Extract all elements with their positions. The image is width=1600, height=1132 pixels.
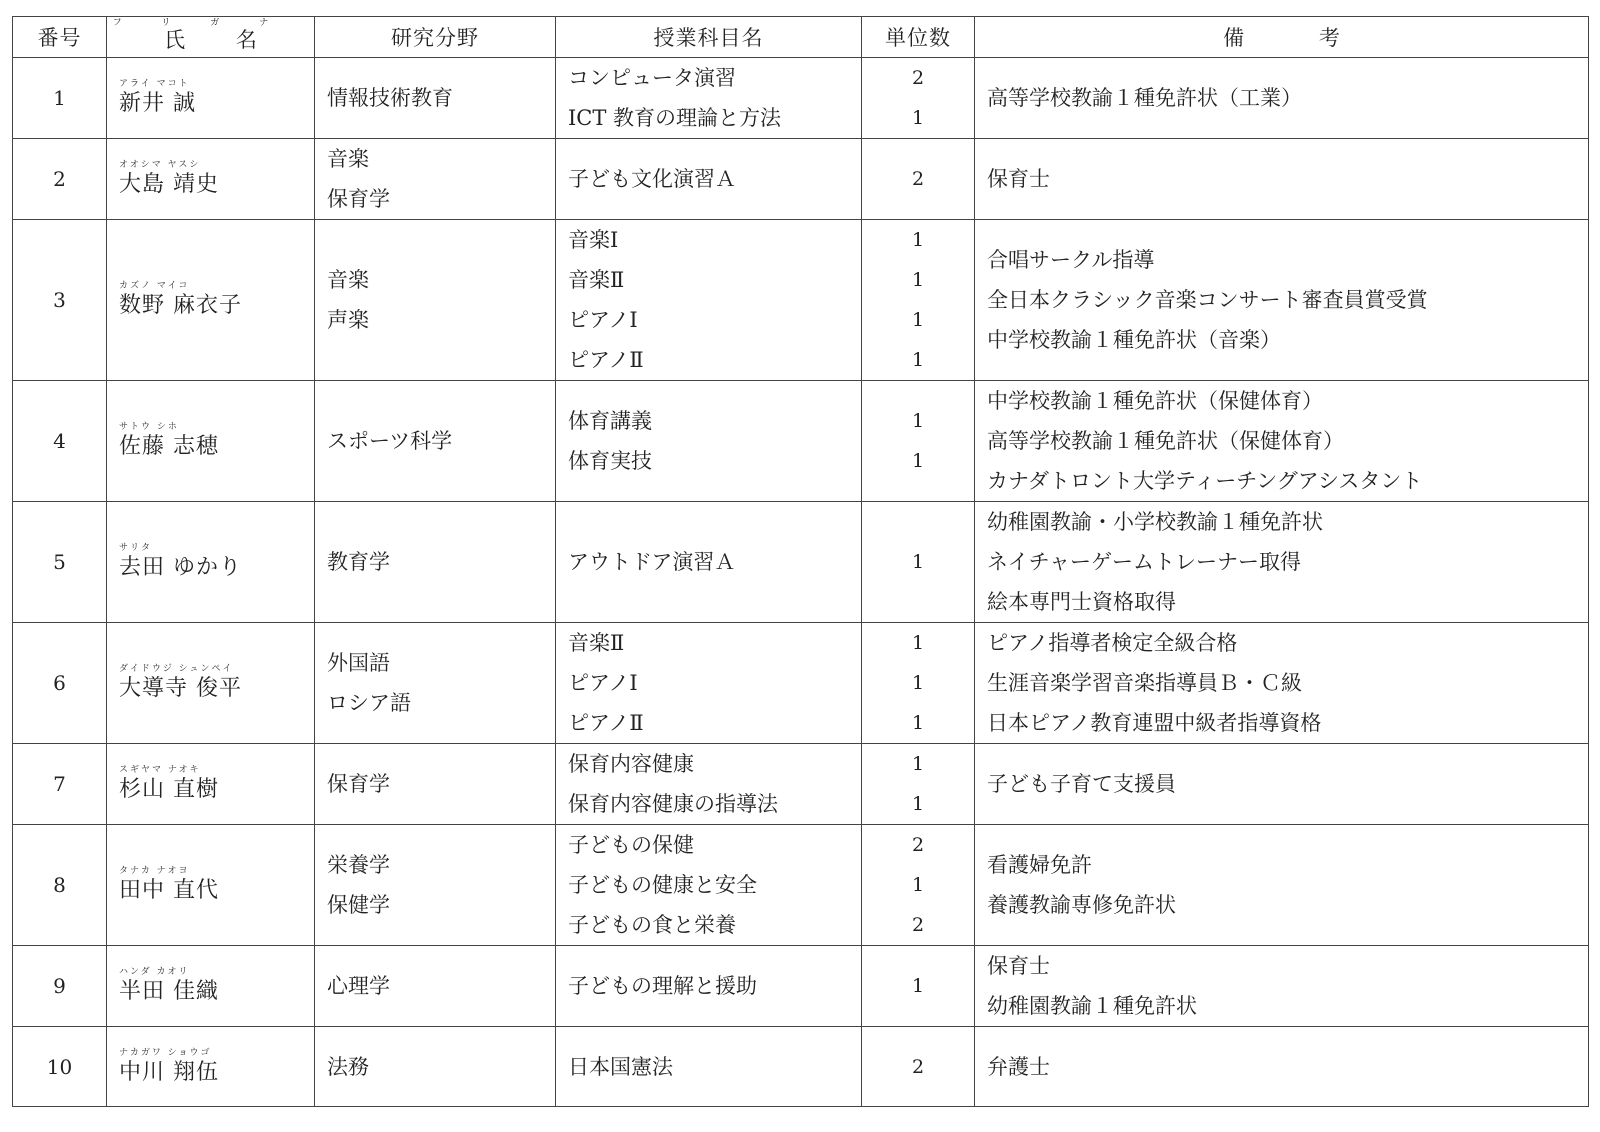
row-remarks-line: 弁護士 (987, 1054, 1050, 1079)
header-course: 授業科目名 (556, 17, 862, 58)
row-course-line: 子どもの食と栄養 (568, 913, 736, 937)
name-furigana: スギヤマ ナオキ (119, 765, 201, 775)
row-remarks-stack (987, 845, 1588, 925)
row-course-line: コンピュータ演習 (568, 66, 736, 90)
name-furigana: アライ マコト (119, 79, 190, 89)
row-remarks (975, 1027, 1589, 1107)
name-furigana: ナカガワ ショウゴ (119, 1047, 212, 1058)
row-remarks-stack (987, 502, 1588, 622)
row-course-stack (568, 1047, 861, 1087)
header-row (13, 17, 1589, 58)
name-furigana: オオシマ ヤスシ (119, 160, 201, 170)
row-remarks-line: 日本ピアノ教育連盟中級者指導資格 (987, 711, 1322, 735)
row-number: 7 (13, 744, 107, 825)
row-remarks (975, 946, 1589, 1027)
row-field-line: 音楽 (327, 147, 369, 171)
row-units (862, 220, 975, 381)
row-units-line: 2 (911, 834, 925, 856)
name-kanji: 佐藤 志穂 (119, 434, 219, 459)
table-row (13, 623, 1589, 744)
row-course-line: ICT 教育の理論と方法 (568, 106, 782, 130)
row-field-line: 外国語 (327, 651, 390, 675)
row-units-line: 1 (911, 632, 925, 654)
row-units-line: 1 (911, 975, 925, 997)
row-units-line: 2 (911, 67, 925, 89)
name-furigana: カズノ マイコ (119, 281, 190, 291)
row-remarks-line: 全日本クラシック音楽コンサート審査員賞受賞 (987, 288, 1428, 312)
row-units-line: 1 (911, 410, 925, 432)
name-kanji: 去田 ゆかり (119, 555, 242, 580)
row-remarks-line: 中学校教諭１種免許状（保健体育） (987, 389, 1323, 413)
row-remarks (975, 744, 1589, 825)
name-kanji: 半田 佳織 (119, 979, 219, 1004)
row-course-stack (568, 825, 861, 945)
row-units-line: 2 (911, 914, 925, 936)
header-name-furigana: フリガナ (112, 18, 309, 28)
row-number: 4 (13, 381, 107, 502)
row-course-line: ピアノⅠ (568, 308, 638, 332)
name-kanji: 大導寺 俊平 (119, 676, 242, 701)
row-number: 2 (13, 139, 107, 220)
row-units-line: 1 (911, 107, 925, 129)
row-course-line: アウトドア演習Ａ (568, 550, 736, 574)
row-field-stack (327, 78, 555, 118)
row-field (315, 220, 556, 381)
header-units: 単位数 (862, 17, 975, 58)
row-number: 5 (13, 502, 107, 623)
row-remarks-line: 幼稚園教諭・小学校教諭１種免許状 (987, 510, 1323, 534)
row-field-stack (327, 542, 555, 582)
row-course-line: 音楽Ⅱ (568, 268, 625, 292)
header-name (107, 17, 315, 58)
row-course (556, 139, 862, 220)
row-course-line: 子どもの理解と援助 (568, 974, 757, 998)
row-course-stack (568, 966, 861, 1006)
row-units-line: 1 (911, 712, 925, 734)
name-furigana: サリタ (119, 543, 153, 553)
row-field (315, 502, 556, 623)
name-kanji: 新井 誠 (119, 91, 196, 116)
row-number: 8 (13, 825, 107, 946)
name-kanji: 数野 麻衣子 (119, 293, 242, 318)
row-units-line: 2 (911, 1055, 925, 1078)
row-course-line: 子ども文化演習Ａ (568, 167, 736, 191)
row-units-line: 1 (911, 309, 925, 331)
header-number: 番号 (13, 17, 107, 58)
name-furigana: タナカ ナオヨ (119, 866, 190, 876)
row-course (556, 58, 862, 139)
row-course (556, 623, 862, 744)
row-name (107, 1027, 315, 1107)
row-field-line: 法務 (327, 1054, 369, 1079)
row-course-stack (568, 542, 861, 582)
row-units (862, 139, 975, 220)
row-course-line: 体育講義 (568, 409, 652, 433)
table-row (13, 139, 1589, 220)
row-remarks-line: 高等学校教諭１種免許状（保健体育） (987, 429, 1344, 453)
row-field-line: 情報技術教育 (327, 86, 453, 110)
row-number: 1 (13, 58, 107, 139)
row-course (556, 744, 862, 825)
row-course-stack (568, 58, 861, 138)
row-course (556, 1027, 862, 1107)
row-name (107, 58, 315, 139)
row-remarks-stack (987, 240, 1588, 360)
row-field-line: 教育学 (327, 550, 390, 574)
row-units-stack (862, 825, 974, 945)
row-course-line: 音楽Ⅱ (568, 631, 625, 655)
row-remarks-line: 合唱サークル指導 (987, 248, 1155, 272)
row-course-line: 保育内容健康の指導法 (568, 792, 778, 816)
table-row (13, 502, 1589, 623)
row-name (107, 381, 315, 502)
row-number: 9 (13, 946, 107, 1027)
row-remarks-line: 幼稚園教諭１種免許状 (987, 994, 1197, 1018)
row-field-line: 心理学 (327, 974, 390, 998)
row-remarks-line: 看護婦免許 (987, 853, 1092, 877)
row-remarks-stack (987, 78, 1588, 118)
row-field-stack (327, 643, 555, 723)
row-units (862, 381, 975, 502)
row-field-stack (327, 764, 555, 804)
row-remarks-line: 養護教諭専修免許状 (987, 893, 1176, 917)
row-remarks-line: カナダトロント大学ティーチングアシスタント (987, 469, 1423, 493)
row-course-stack (568, 401, 861, 481)
row-name (107, 220, 315, 381)
row-field (315, 381, 556, 502)
row-field-line: 保育学 (327, 772, 390, 796)
header-remarks: 備 考 (975, 17, 1589, 58)
row-number: 10 (13, 1027, 107, 1107)
row-units-stack (862, 744, 974, 824)
row-units-line: 1 (911, 672, 925, 694)
row-field-stack (327, 139, 555, 219)
header-name-label: 氏 名 (164, 28, 279, 52)
table-row (13, 58, 1589, 139)
row-course-line: 子どもの保健 (568, 833, 694, 857)
table-row (13, 946, 1589, 1027)
row-field-line: 保健学 (327, 893, 390, 917)
row-course-line: 体育実技 (568, 449, 652, 473)
row-remarks-line: 絵本専門士資格取得 (987, 590, 1176, 614)
row-course-line: 子どもの健康と安全 (568, 873, 757, 897)
row-field (315, 744, 556, 825)
row-remarks-line: 中学校教諭１種免許状（音楽） (987, 328, 1281, 352)
row-remarks-line: ネイチャーゲームトレーナー取得 (987, 550, 1301, 574)
table-row (13, 1027, 1589, 1107)
row-course-line: 保育内容健康 (568, 752, 694, 776)
row-units-line: 1 (911, 349, 925, 371)
row-units-stack (862, 401, 974, 481)
row-units-line: 1 (911, 753, 925, 775)
row-field (315, 1027, 556, 1107)
row-units (862, 744, 975, 825)
row-field (315, 139, 556, 220)
name-furigana: サトウ シホ (119, 422, 179, 432)
row-course-line: 日本国憲法 (568, 1054, 673, 1079)
row-remarks-line: 生涯音楽学習音楽指導員Ｂ・Ｃ級 (987, 671, 1302, 695)
row-field (315, 946, 556, 1027)
name-kanji: 中川 翔伍 (119, 1059, 219, 1085)
row-course-line: ピアノⅡ (568, 348, 644, 372)
name-furigana: ハンダ カオリ (119, 967, 190, 977)
row-units (862, 623, 975, 744)
table-row (13, 744, 1589, 825)
row-course-stack (568, 220, 861, 380)
row-field-line: スポーツ科学 (327, 429, 453, 453)
row-field-stack (327, 260, 555, 340)
row-units-line: 2 (911, 168, 925, 190)
row-units-line: 1 (911, 269, 925, 291)
row-course-line: 音楽Ⅰ (568, 228, 619, 252)
row-remarks-stack (987, 764, 1588, 804)
row-field-stack (327, 966, 555, 1006)
row-units-stack (862, 220, 974, 380)
row-units-line: 1 (911, 450, 925, 472)
row-remarks-line: 保育士 (987, 167, 1050, 191)
row-field-line: ロシア語 (327, 691, 411, 715)
row-field-stack (327, 1047, 555, 1087)
row-name (107, 825, 315, 946)
row-field-stack (327, 845, 555, 925)
name-kanji: 田中 直代 (119, 878, 219, 903)
header-field: 研究分野 (315, 17, 556, 58)
row-field-stack (327, 421, 555, 461)
row-units-line: 1 (911, 793, 925, 815)
row-number: 3 (13, 220, 107, 381)
faculty-table (12, 16, 1589, 1107)
row-course-line: ピアノⅡ (568, 711, 644, 735)
row-units-stack (862, 1047, 974, 1087)
row-field-line: 音楽 (327, 268, 369, 292)
row-units (862, 502, 975, 623)
row-units (862, 825, 975, 946)
table-row (13, 381, 1589, 502)
row-field (315, 58, 556, 139)
row-units (862, 58, 975, 139)
row-remarks (975, 220, 1589, 381)
row-course (556, 220, 862, 381)
row-name (107, 946, 315, 1027)
row-field-line: 栄養学 (327, 853, 390, 877)
row-remarks-stack (987, 159, 1588, 199)
row-remarks (975, 825, 1589, 946)
row-field (315, 623, 556, 744)
row-units-line: 1 (911, 874, 925, 896)
row-remarks-line: ピアノ指導者検定全級合格 (987, 631, 1238, 655)
row-course-stack (568, 623, 861, 743)
row-course-line: ピアノⅠ (568, 671, 638, 695)
row-units-line: 1 (911, 229, 925, 251)
row-name (107, 623, 315, 744)
row-course-stack (568, 744, 861, 824)
row-units-stack (862, 966, 974, 1006)
row-name (107, 139, 315, 220)
row-remarks (975, 58, 1589, 139)
row-course (556, 502, 862, 623)
row-units-stack (862, 58, 974, 138)
row-units-line: 1 (911, 551, 925, 573)
row-units-stack (862, 159, 974, 199)
table-body (13, 58, 1589, 1107)
row-course-stack (568, 159, 861, 199)
row-remarks-stack (987, 381, 1588, 501)
table-row (13, 825, 1589, 946)
row-name (107, 744, 315, 825)
row-field (315, 825, 556, 946)
row-course (556, 946, 862, 1027)
row-course (556, 381, 862, 502)
row-name (107, 502, 315, 623)
row-remarks (975, 623, 1589, 744)
row-units-stack (862, 623, 974, 743)
row-remarks-stack (987, 946, 1588, 1026)
row-course (556, 825, 862, 946)
row-field-line: 保育学 (327, 187, 390, 211)
name-furigana: ダイドウジ シュンペイ (119, 664, 234, 674)
name-kanji: 杉山 直樹 (119, 777, 219, 802)
table-row (13, 220, 1589, 381)
name-kanji: 大島 靖史 (119, 172, 219, 197)
row-units-stack (862, 542, 974, 582)
row-remarks (975, 139, 1589, 220)
row-number: 6 (13, 623, 107, 744)
row-remarks-line: 高等学校教諭１種免許状（工業） (987, 86, 1302, 110)
row-units (862, 1027, 975, 1107)
row-field-line: 声楽 (327, 308, 369, 332)
row-remarks (975, 502, 1589, 623)
row-units (862, 946, 975, 1027)
row-remarks-stack (987, 623, 1588, 743)
row-remarks-line: 子ども子育て支援員 (987, 772, 1176, 796)
row-remarks-line: 保育士 (987, 954, 1050, 978)
row-remarks (975, 381, 1589, 502)
row-remarks-stack (987, 1047, 1588, 1087)
